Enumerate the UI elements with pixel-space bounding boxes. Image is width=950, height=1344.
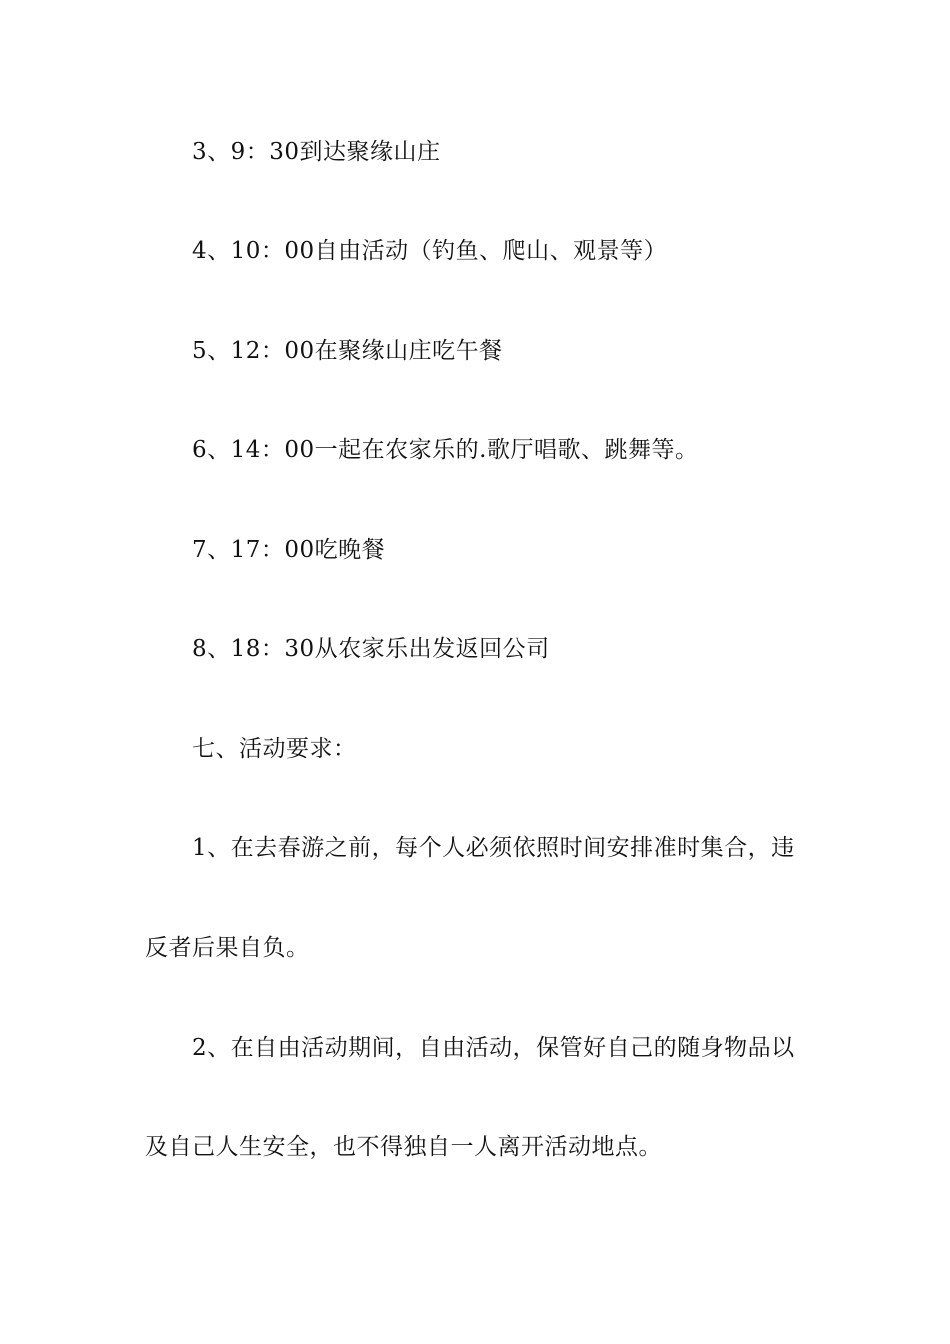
requirement-2-line-1: 2、在自由活动期间，自由活动，保管好自己的随身物品以 (192, 1035, 795, 1061)
schedule-item-7: 7、17：00吃晚餐 (192, 537, 386, 563)
requirement-2-line-2: 及自己人生安全，也不得独自一人离开活动地点。 (145, 1134, 662, 1160)
schedule-item-6: 6、14：00一起在农家乐的.歌厅唱歌、跳舞等。 (192, 437, 699, 463)
section-heading-requirements: 七、活动要求： (192, 736, 357, 762)
schedule-item-5: 5、12：00在聚缘山庄吃午餐 (192, 338, 503, 364)
schedule-item-8: 8、18：30从农家乐出发返回公司 (192, 636, 550, 662)
schedule-item-3: 3、9：30到达聚缘山庄 (192, 139, 441, 165)
requirement-1-line-1: 1、在去春游之前，每个人必须依照时间安排准时集合，违 (192, 835, 795, 861)
schedule-item-4: 4、10：00自由活动（钓鱼、爬山、观景等） (192, 238, 668, 264)
requirement-1-line-2: 反者后果自负。 (145, 935, 310, 961)
